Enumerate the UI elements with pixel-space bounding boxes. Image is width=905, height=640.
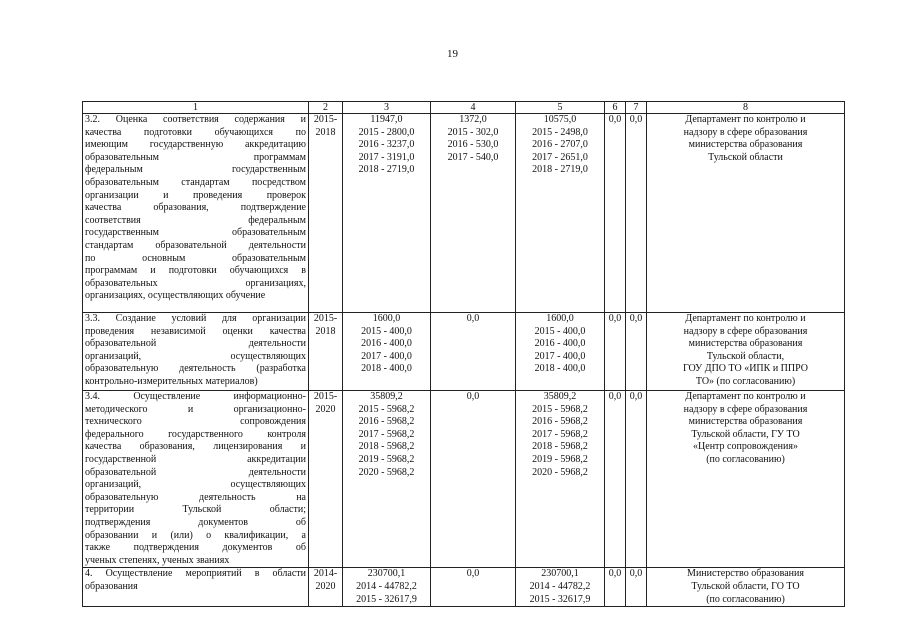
- cell-line: методического и организационно-: [85, 403, 306, 415]
- executor-cell: [647, 114, 845, 313]
- cell-line: 2017 - 5968,2: [532, 428, 588, 440]
- cell-line: 2017 - 400,0: [534, 350, 586, 362]
- cell-line: 0,0: [466, 391, 480, 402]
- cell-line: программам и подготовки обучающихся в: [85, 265, 306, 277]
- cell-line: качества образования, подтверждение: [85, 202, 306, 214]
- period-cell: [309, 313, 343, 391]
- federal-budget-cell: [431, 568, 516, 607]
- federal-budget-cell: [431, 114, 516, 313]
- activity-cell: [83, 568, 309, 607]
- cell-line: Тульской области,: [706, 350, 785, 362]
- cell-line: 2015 - 302,0: [447, 126, 499, 138]
- cell-line: «Центр сопровождения»: [693, 441, 798, 453]
- cell-line: 2015 - 400,0: [361, 325, 412, 337]
- municipal-budget-cell: [605, 568, 626, 607]
- cell-line: 1600,0: [546, 313, 574, 324]
- cell-line: образовательным стандартам посредством: [85, 176, 306, 188]
- cell-line: надзору в сфере образования: [683, 325, 808, 337]
- cell-line: 0,0: [608, 313, 622, 324]
- regional-budget-cell: [516, 313, 605, 391]
- cell-line: 2016 - 2707,0: [532, 139, 588, 151]
- cell-line: федеральным государственным: [85, 164, 306, 176]
- cell-line: государственной аккредитации: [85, 453, 306, 465]
- cell-line: 0,0: [608, 114, 622, 125]
- cell-line: 2019 - 5968,2: [358, 453, 415, 465]
- cell-line: 2015 - 32617,9: [356, 593, 417, 605]
- cell-line: 2014 - 44782,2: [356, 580, 417, 592]
- cell-line: 2015-: [313, 114, 338, 125]
- cell-line: Тульской области: [708, 151, 783, 163]
- total-funding-cell: [343, 313, 431, 391]
- cell-line: министерства образования: [688, 338, 803, 350]
- cell-line: образовательную деятельность на: [85, 491, 306, 503]
- cell-line: контрольно-измерительных материалов): [85, 375, 258, 387]
- cell-line: 2015 - 5968,2: [358, 403, 415, 415]
- cell-line: стандартам образовательной деятельности: [85, 239, 306, 251]
- cell-line: 2018 - 400,0: [534, 363, 586, 375]
- municipal-budget-cell: [605, 391, 626, 568]
- cell-line: 2014-: [313, 568, 338, 580]
- total-funding-cell: [343, 114, 431, 313]
- cell-line: 2016 - 5968,2: [532, 416, 588, 428]
- cell-line: 2015-: [313, 391, 338, 402]
- column-header: 5: [516, 102, 605, 114]
- cell-line: 2014 - 44782,2: [529, 580, 591, 592]
- column-header: 4: [431, 102, 516, 114]
- cell-line: Министерство образования: [687, 568, 804, 580]
- column-header: 3: [343, 102, 431, 114]
- cell-line: 2018 - 5968,2: [358, 441, 415, 453]
- cell-line: 0,0: [629, 391, 643, 402]
- period-cell: [309, 391, 343, 568]
- cell-line: технического сопровождения: [85, 416, 306, 428]
- cell-line: 2020: [315, 403, 336, 415]
- cell-line: 2017 - 400,0: [361, 350, 412, 362]
- cell-line: 35809,2: [370, 391, 403, 402]
- cell-line: 0,0: [608, 391, 622, 402]
- program-table: [82, 101, 845, 607]
- federal-budget-cell: [431, 391, 516, 568]
- cell-line: организациях, осуществляющих обучение: [85, 290, 266, 302]
- cell-line: 2015 - 2498,0: [532, 126, 588, 138]
- cell-line: 1600,0: [372, 313, 401, 324]
- cell-line: 2015-: [313, 313, 338, 324]
- cell-line: 2018 - 2719,0: [358, 164, 415, 176]
- cell-line: 2017 - 540,0: [447, 151, 499, 163]
- table-row: [83, 568, 845, 607]
- cell-line: 11947,0: [370, 114, 403, 125]
- cell-line: также подтверждения документов об: [85, 542, 306, 554]
- cell-line: 3.2. Оценка соответствия содержания и: [85, 114, 306, 125]
- executor-cell: [647, 391, 845, 568]
- other-sources-cell: [626, 313, 647, 391]
- cell-line: образовании и (или) о квалификации, а: [85, 529, 306, 541]
- cell-line: федерального государственного контроля: [85, 428, 306, 440]
- executor-cell: [647, 568, 845, 607]
- cell-line: Тульской области, ГО ТО: [691, 580, 800, 592]
- cell-line: ученых степенях, ученых званиях: [85, 554, 230, 566]
- column-header: 2: [309, 102, 343, 114]
- cell-line: 2018 - 5968,2: [532, 441, 588, 453]
- other-sources-cell: [626, 114, 647, 313]
- column-header: 8: [647, 102, 845, 114]
- cell-line: надзору в сфере образования: [683, 126, 808, 138]
- table-header-row: [83, 102, 845, 114]
- cell-line: проведения независимой оценки качества: [85, 325, 306, 337]
- column-header: 1: [83, 102, 309, 114]
- cell-line: качества образования, лицензирования и: [85, 441, 306, 453]
- total-funding-cell: [343, 568, 431, 607]
- cell-line: 2018 - 2719,0: [532, 164, 588, 176]
- cell-line: 2017 - 5968,2: [358, 428, 415, 440]
- cell-line: образовательной деятельности: [85, 466, 306, 478]
- cell-line: 2016 - 400,0: [361, 338, 412, 350]
- cell-line: 2017 - 3191,0: [358, 151, 415, 163]
- cell-line: 2017 - 2651,0: [532, 151, 588, 163]
- cell-line: 2016 - 5968,2: [358, 416, 415, 428]
- cell-line: Тульской области, ГУ ТО: [691, 428, 800, 440]
- cell-line: ТО» (по согласованию): [695, 375, 796, 387]
- cell-line: 0,0: [608, 568, 622, 580]
- cell-line: соответствия федеральным: [85, 214, 306, 226]
- cell-line: 10575,0: [543, 114, 577, 125]
- regional-budget-cell: [516, 568, 605, 607]
- cell-line: 1372,0: [459, 114, 487, 125]
- column-header: 6: [605, 102, 626, 114]
- cell-line: 0,0: [629, 114, 643, 125]
- cell-line: министерства образования: [688, 416, 803, 428]
- cell-line: Департамент по контролю и: [685, 313, 806, 324]
- total-funding-cell: [343, 391, 431, 568]
- cell-line: 0,0: [466, 568, 480, 580]
- cell-line: 2016 - 400,0: [534, 338, 586, 350]
- cell-line: министерства образования: [688, 139, 803, 151]
- cell-line: 2015 - 2800,0: [358, 126, 415, 138]
- cell-line: 2019 - 5968,2: [532, 453, 588, 465]
- cell-line: 0,0: [629, 313, 643, 324]
- cell-line: 4. Осуществление мероприятий в области: [85, 568, 306, 580]
- other-sources-cell: [626, 391, 647, 568]
- cell-line: 2020 - 5968,2: [358, 466, 415, 478]
- period-cell: [309, 568, 343, 607]
- cell-line: Департамент по контролю и: [685, 391, 806, 402]
- cell-line: качества подготовки обучающихся по: [85, 126, 306, 138]
- regional-budget-cell: [516, 391, 605, 568]
- activity-cell: [83, 391, 309, 568]
- executor-cell: [647, 313, 845, 391]
- federal-budget-cell: [431, 313, 516, 391]
- cell-line: государственным образовательным: [85, 227, 306, 239]
- cell-line: 3.3. Создание условий для организации: [85, 313, 306, 324]
- municipal-budget-cell: [605, 114, 626, 313]
- cell-line: организаций, осуществляющих: [85, 479, 306, 491]
- column-header: 7: [626, 102, 647, 114]
- municipal-budget-cell: [605, 313, 626, 391]
- cell-line: 35809,2: [543, 391, 577, 402]
- period-cell: [309, 114, 343, 313]
- cell-line: образования: [85, 580, 138, 592]
- cell-line: 2020 - 5968,2: [532, 466, 588, 478]
- cell-line: 2018 - 400,0: [361, 363, 412, 375]
- other-sources-cell: [626, 568, 647, 607]
- cell-line: 2018: [315, 126, 336, 138]
- cell-line: образовательных организациях,: [85, 277, 306, 289]
- cell-line: надзору в сфере образования: [683, 403, 808, 415]
- cell-line: ГОУ ДПО ТО «ИПК и ППРО: [682, 363, 809, 375]
- cell-line: образовательную деятельность (разработка: [85, 363, 306, 375]
- cell-line: 2016 - 3237,0: [358, 139, 415, 151]
- cell-line: образовательным программам: [85, 151, 306, 163]
- cell-line: организации и проведения проверок: [85, 189, 306, 201]
- cell-line: 2020: [315, 580, 336, 592]
- regional-budget-cell: [516, 114, 605, 313]
- table-row: [83, 114, 845, 313]
- cell-line: 2015 - 5968,2: [532, 403, 588, 415]
- page-number: 19: [447, 48, 458, 60]
- cell-line: образовательной деятельности: [85, 338, 306, 350]
- cell-line: 2015 - 400,0: [534, 325, 586, 337]
- table-row: [83, 391, 845, 568]
- cell-line: (по согласованию): [706, 453, 785, 465]
- cell-line: 0,0: [466, 313, 480, 324]
- cell-line: подтверждения документов об: [85, 516, 306, 528]
- cell-line: по основным образовательным: [85, 252, 306, 264]
- activity-cell: [83, 313, 309, 391]
- cell-line: 3.4. Осуществление информационно-: [85, 391, 306, 402]
- activity-cell: [83, 114, 309, 313]
- cell-line: 230700,1: [541, 568, 579, 580]
- cell-line: территории Тульской области;: [85, 504, 306, 516]
- table-row: [83, 313, 845, 391]
- cell-line: имеющим государственную аккредитацию: [85, 139, 306, 151]
- cell-line: 2018: [315, 325, 336, 337]
- cell-line: (по согласованию): [706, 593, 785, 605]
- cell-line: 230700,1: [367, 568, 406, 580]
- cell-line: 0,0: [629, 568, 643, 580]
- cell-line: организаций, осуществляющих: [85, 350, 306, 362]
- cell-line: 2015 - 32617,9: [529, 593, 591, 605]
- cell-line: 2016 - 530,0: [447, 139, 499, 151]
- cell-line: Департамент по контролю и: [685, 114, 806, 125]
